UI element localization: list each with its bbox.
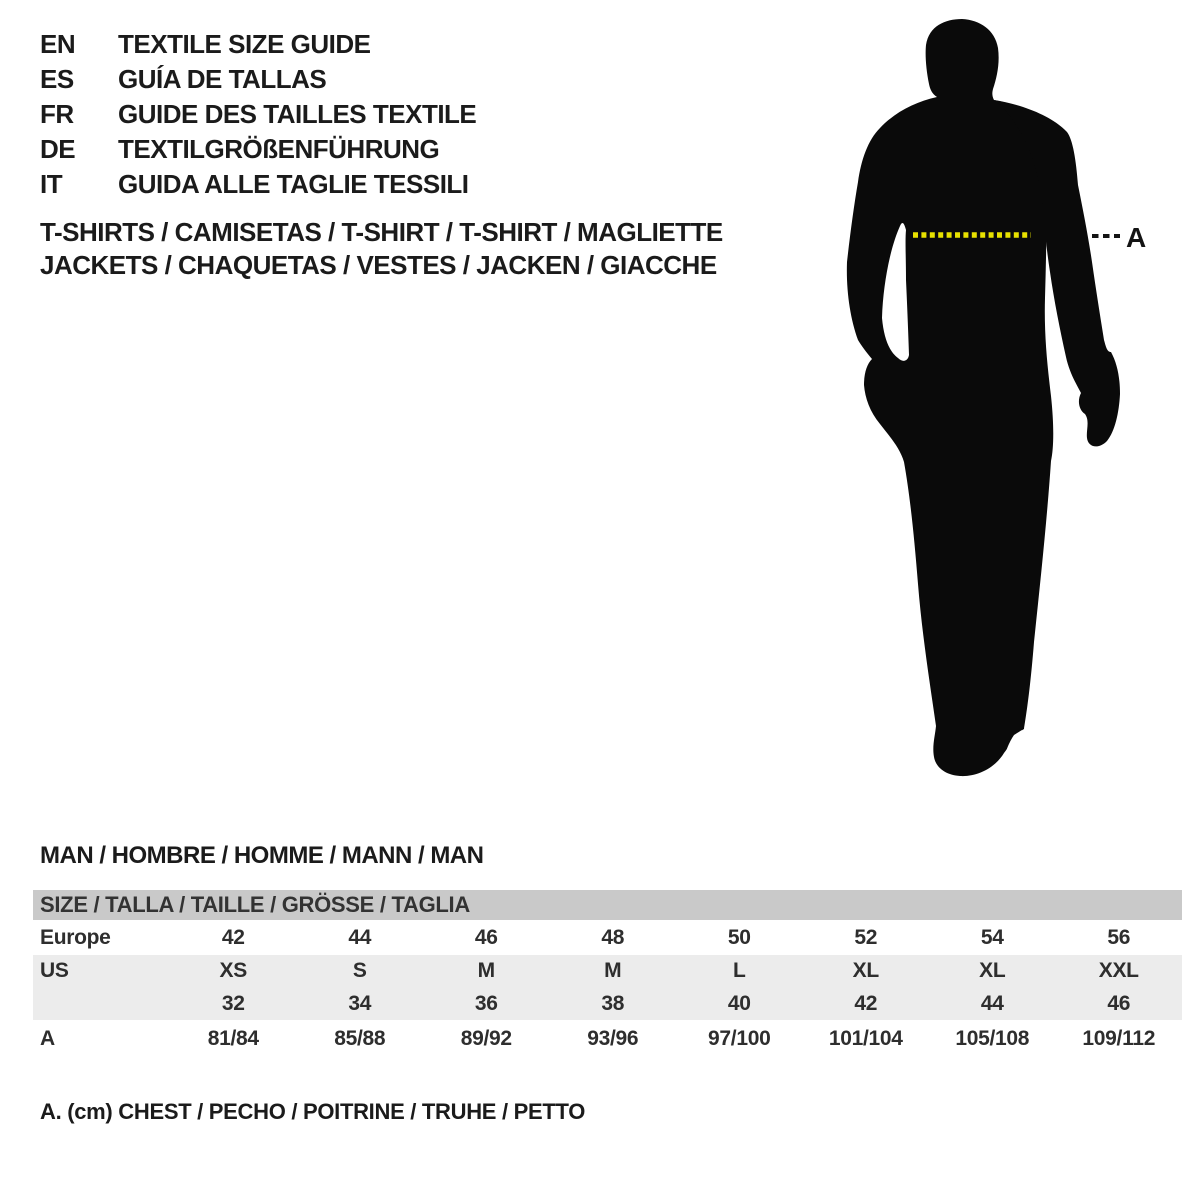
size-cell: 48 — [601, 925, 625, 949]
size-cell: 42 — [221, 925, 245, 949]
table-row-us — [33, 955, 1182, 987]
size-cell: XL — [979, 959, 1006, 982]
language-row-es — [40, 62, 476, 97]
size-cell: L — [732, 959, 746, 982]
size-cell: 105/108 — [955, 1027, 1030, 1050]
language-row-de — [40, 132, 476, 167]
language-code: IT — [40, 169, 63, 199]
size-cell: 32 — [221, 991, 245, 1015]
size-cell: 34 — [348, 991, 372, 1015]
language-title: GUIDE DES TAILLES TEXTILE — [118, 99, 477, 129]
size-cell: 46 — [474, 925, 498, 949]
language-title: GUÍA DE TALLAS — [118, 64, 327, 94]
size-cell: M — [477, 959, 495, 982]
size-cell: 85/88 — [334, 1027, 386, 1050]
language-code: DE — [40, 134, 76, 164]
size-cell: M — [604, 959, 622, 982]
size-cell: 56 — [1107, 925, 1131, 949]
man-silhouette-figure — [820, 0, 1165, 810]
table-row-numeric — [33, 987, 1182, 1020]
size-cell: 52 — [854, 925, 878, 949]
product-category-tshirts: T-SHIRTS / CAMISETAS / T-SHIRT / T-SHIRT / MAGLIETTE — [40, 217, 723, 247]
size-cell: XXL — [1098, 959, 1139, 982]
size-cell: 44 — [980, 991, 1004, 1015]
row-label: Europe — [40, 925, 111, 949]
size-table — [33, 890, 1182, 1058]
size-cell: 36 — [474, 991, 498, 1015]
size-cell: 46 — [1107, 991, 1131, 1015]
size-table-header: SIZE / TALLA / TAILLE / GRÖSSE / TAGLIA — [33, 890, 1182, 920]
size-cell: 54 — [980, 925, 1004, 949]
product-category-jackets: JACKETS / CHAQUETAS / VESTES / JACKEN / GIACCHE — [40, 250, 717, 280]
language-row-fr — [40, 97, 476, 132]
language-code: ES — [40, 64, 74, 94]
product-categories — [40, 216, 723, 282]
table-row-chest-measurement — [33, 1020, 1182, 1058]
language-row-it — [40, 167, 476, 202]
size-cell: 40 — [727, 991, 751, 1015]
language-title: TEXTILGRÖßENFÜHRUNG — [118, 134, 440, 164]
size-cell: 50 — [727, 925, 751, 949]
section-title-man: MAN / HOMBRE / HOMME / MANN / MAN — [40, 842, 484, 869]
language-title: TEXTILE SIZE GUIDE — [118, 29, 371, 59]
size-cell: 38 — [601, 991, 625, 1015]
language-row-en — [40, 27, 476, 62]
size-cell: 89/92 — [460, 1027, 512, 1050]
language-code: FR — [40, 99, 74, 129]
size-cell: 97/100 — [708, 1027, 771, 1050]
language-title: GUIDA ALLE TAGLIE TESSILI — [118, 169, 469, 199]
language-list — [40, 27, 476, 202]
measurement-footnote: A. (cm) CHEST / PECHO / POITRINE / TRUHE / PETTO — [40, 1099, 586, 1124]
size-cell: 44 — [348, 925, 372, 949]
measurement-a-label: A — [1126, 222, 1147, 253]
size-cell: XS — [219, 959, 247, 982]
size-cell: 93/96 — [587, 1027, 639, 1050]
size-cell: S — [352, 959, 367, 982]
row-label: A — [40, 1027, 55, 1050]
size-cell: 81/84 — [207, 1027, 259, 1050]
table-row-europe — [33, 920, 1182, 955]
man-silhouette-svg — [820, 0, 1165, 810]
size-cell: 101/104 — [828, 1027, 903, 1050]
row-label: US — [40, 959, 69, 982]
size-cell: XL — [852, 959, 879, 982]
size-cell: 109/112 — [1082, 1027, 1156, 1050]
size-cell: 42 — [854, 991, 878, 1015]
language-code: EN — [40, 29, 76, 59]
